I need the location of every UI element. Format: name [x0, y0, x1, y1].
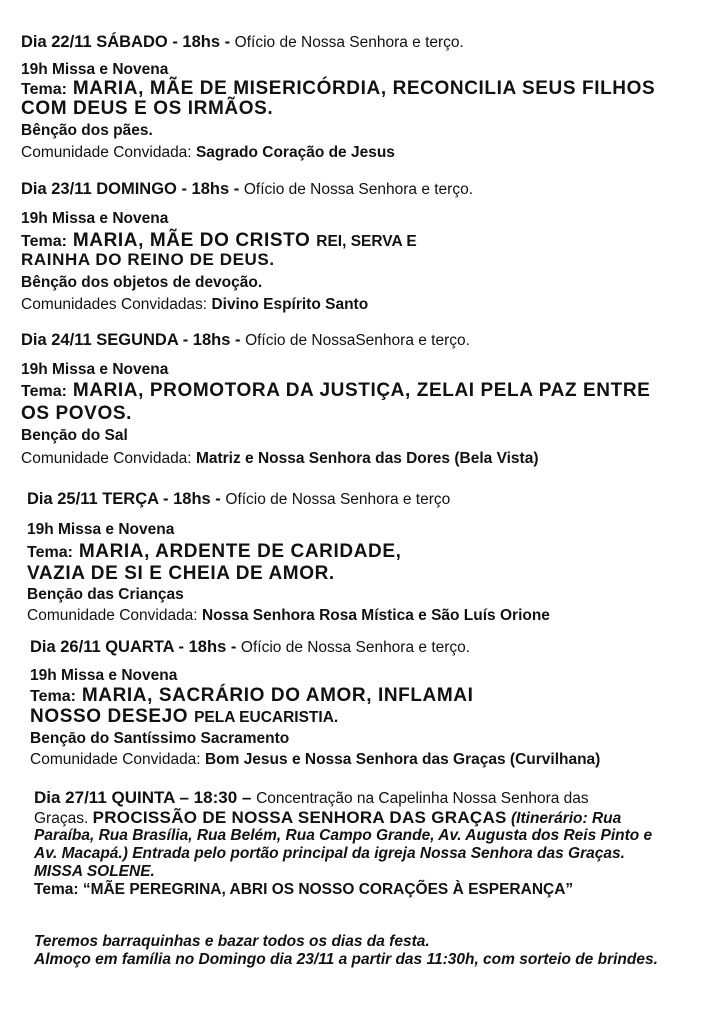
- day-24-header: Dia 24/11 SEGUNDA - 18hs - Ofício de NossaSenhora e terço.: [21, 331, 470, 349]
- day-23-bencao: Bênção dos objetos de devoção.: [21, 274, 263, 291]
- day-22-tema-line2: COM DEUS E OS IRMÃOS.: [21, 98, 274, 119]
- day-22-tema: Tema: MARIA, MÃE DE MISERICÓRDIA, RECONCILIA SEUS FILHOS: [21, 78, 656, 99]
- note-barraquinhas: Teremos barraquinhas e bazar todos os dias da festa.: [34, 933, 430, 950]
- day-24-tema: Tema: MARIA, PROMOTORA DA JUSTIÇA, ZELAI PELA PAZ ENTRE: [21, 380, 651, 401]
- day-23-tema: Tema: MARIA, MÃE DO CRISTO REI, SERVA E: [21, 230, 417, 251]
- day-25-bencao: Bençāo das Crianças: [27, 586, 184, 603]
- day-25-tema-line2: VAZIA DE SI E CHEIA DE AMOR.: [27, 563, 335, 584]
- day-25-missa: 19h Missa e Novena: [27, 521, 175, 538]
- day-27-missa-solene: MISSA SOLENE.: [34, 863, 155, 880]
- day-27-header: Dia 27/11 QUINTA – 18:30 – Concentração na Capelinha Nossa Senhora das: [34, 788, 589, 807]
- day-22-bencao: Bênção dos pães.: [21, 122, 153, 139]
- day-25-tema: Tema: MARIA, ARDENTE DE CARIDADE,: [27, 541, 402, 562]
- day-23-header: Dia 23/11 DOMINGO - 18hs - Ofício de Nossa Senhora e terço.: [21, 180, 474, 198]
- day-26-bencao: Bençāo do Santíssimo Sacramento: [30, 730, 290, 747]
- day-25-header: Dia 25/11 TERÇA - 18hs - Ofício de Nossa Senhora e terço: [27, 490, 451, 508]
- day-24-bencao: Bençāo do Sal: [21, 427, 128, 444]
- day-26-header: Dia 26/11 QUARTA - 18hs - Ofício de Nossa Senhora e terço.: [30, 638, 471, 656]
- day-24-missa: 19h Missa e Novena: [21, 361, 169, 378]
- day-22-missa: 19h Missa e Novena: [21, 61, 169, 78]
- day-26-tema-line2: NOSSO DESEJO PELA EUCARISTIA.: [30, 706, 339, 727]
- day-23-tema-line2: RAINHA DO REINO DE DEUS.: [21, 250, 275, 269]
- day-22-header: Dia 22/11 SÁBADO - 18hs - Ofício de Nossa Senhora e terço.: [21, 33, 464, 51]
- day-22-date: Dia 22/11 SÁBADO: [21, 33, 168, 51]
- day-25-community: Comunidade Convidada: Nossa Senhora Rosa Mística e São Luís Orione: [27, 607, 550, 624]
- day-27-itinerary-line2: Av. Macapá.) Entrada pelo portão principal da igreja Nossa Senhora das Graças.: [34, 845, 625, 862]
- day-27-procession: Graças. PROCISSÃO DE NOSSA SENHORA DAS GRAÇAS (Itinerário: Rua: [34, 808, 622, 827]
- day-23-community: Comunidades Convidadas: Divino Espírito Santo: [21, 296, 369, 313]
- day-27-itinerary-line1: Paraíba, Rua Brasília, Rua Belém, Rua Campo Grande, Av. Augusta dos Reis Pinto e: [34, 827, 653, 844]
- day-27-tema: Tema: “MÃE PEREGRINA, ABRI OS NOSSO CORAÇÕES À ESPERANÇA”: [34, 881, 574, 898]
- day-26-community: Comunidade Convidada: Bom Jesus e Nossa Senhora das Graças (Curvilhana): [30, 751, 601, 768]
- day-26-tema: Tema: MARIA, SACRÁRIO DO AMOR, INFLAMAI: [30, 685, 474, 706]
- note-almoco: Almoço em família no Domingo dia 23/11 a partir das 11:30h, com sorteio de brindes.: [34, 951, 658, 968]
- day-22-desc: Ofício de Nossa Senhora e terço.: [234, 34, 464, 51]
- day-26-missa: 19h Missa e Novena: [30, 667, 178, 684]
- day-22-community: Comunidade Convidada: Sagrado Coração de Jesus: [21, 144, 395, 161]
- day-24-tema-line2: OS POVOS.: [21, 403, 132, 424]
- day-23-missa: 19h Missa e Novena: [21, 210, 169, 227]
- day-24-community: Comunidade Convidada: Matriz e Nossa Senhora das Dores (Bela Vista): [21, 450, 539, 467]
